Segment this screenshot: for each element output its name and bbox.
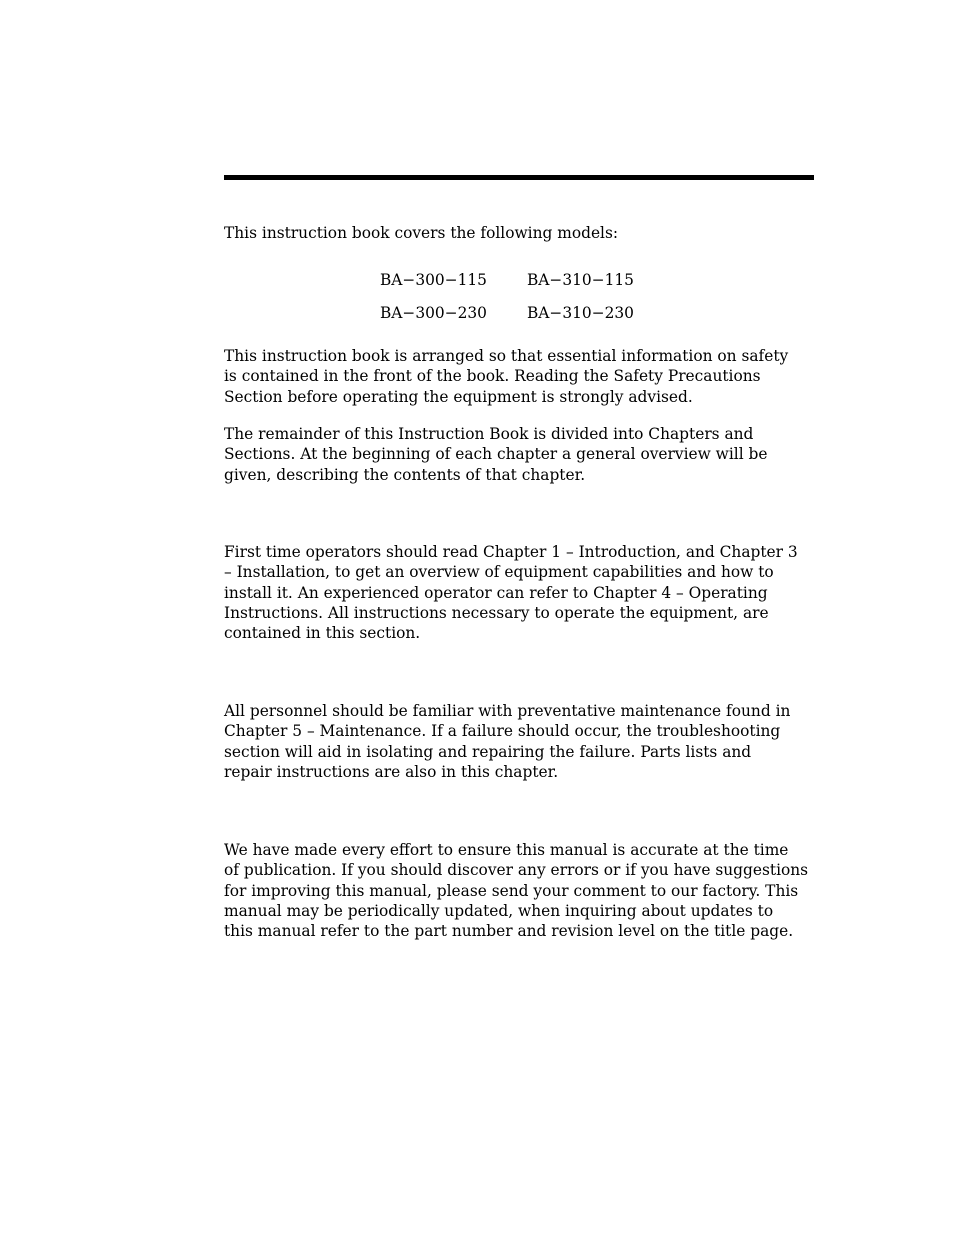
paragraph-line: – Installation, to get an overview of equipment capabilities and how to bbox=[224, 563, 774, 582]
model-name: BA−300−230 bbox=[380, 304, 487, 322]
models-row bbox=[380, 303, 674, 336]
paragraph-line: for improving this manual, please send your comment to our factory. This bbox=[224, 881, 799, 900]
paragraph-line: The remainder of this Instruction Book is divided into Chapters and bbox=[224, 425, 754, 443]
paragraph-line: section will aid in isolating and repairing the failure. Parts lists and bbox=[224, 742, 752, 761]
paragraph-line: this manual refer to the part number and revision level on the title page. bbox=[224, 922, 794, 941]
models-table bbox=[380, 270, 674, 336]
paragraph-arrangement bbox=[224, 346, 824, 407]
paragraph-line: Sections. At the beginning of each chapter a general overview will be bbox=[224, 445, 768, 464]
paragraph-line: given, describing the contents of that chapter. bbox=[224, 465, 586, 484]
paragraph-line: contained in this section. bbox=[224, 624, 421, 643]
paragraph-line: All personnel should be familiar with preventative maintenance found in bbox=[224, 702, 791, 720]
header-rule bbox=[224, 175, 814, 180]
paragraph-chapters bbox=[224, 424, 824, 485]
paragraph-line: is contained in the front of the book. Reading the Safety Precautions bbox=[224, 367, 761, 386]
model-name: BA−310−115 bbox=[527, 271, 634, 289]
paragraph-line: First time operators should read Chapter 1 – Introduction, and Chapter 3 bbox=[224, 543, 798, 561]
paragraph-line: This instruction book is arranged so that essential information on safety bbox=[224, 347, 789, 365]
models-row bbox=[380, 270, 674, 303]
paragraph-line: of publication. If you should discover any errors or if you have suggestions bbox=[224, 861, 809, 880]
model-name: BA−310−230 bbox=[527, 304, 634, 322]
paragraph-line: Instructions. All instructions necessary to operate the equipment, are bbox=[224, 603, 769, 622]
paragraph-operators bbox=[224, 542, 824, 643]
model-name: BA−300−115 bbox=[380, 271, 487, 289]
paragraph-accuracy bbox=[224, 840, 824, 941]
paragraph-line: repair instructions are also in this chapter. bbox=[224, 762, 559, 781]
paragraph-line: manual may be periodically updated, when inquiring about updates to bbox=[224, 901, 774, 920]
paragraph-maintenance bbox=[224, 701, 824, 782]
paragraph-line: Section before operating the equipment is strongly advised. bbox=[224, 387, 693, 406]
paragraph-line: We have made every effort to ensure this manual is accurate at the time bbox=[224, 841, 789, 859]
paragraph-line: Chapter 5 – Maintenance. If a failure should occur, the troubleshooting bbox=[224, 722, 781, 741]
intro-text: This instruction book covers the following models: bbox=[224, 224, 619, 242]
paragraph-line: install it. An experienced operator can refer to Chapter 4 – Operating bbox=[224, 583, 768, 602]
